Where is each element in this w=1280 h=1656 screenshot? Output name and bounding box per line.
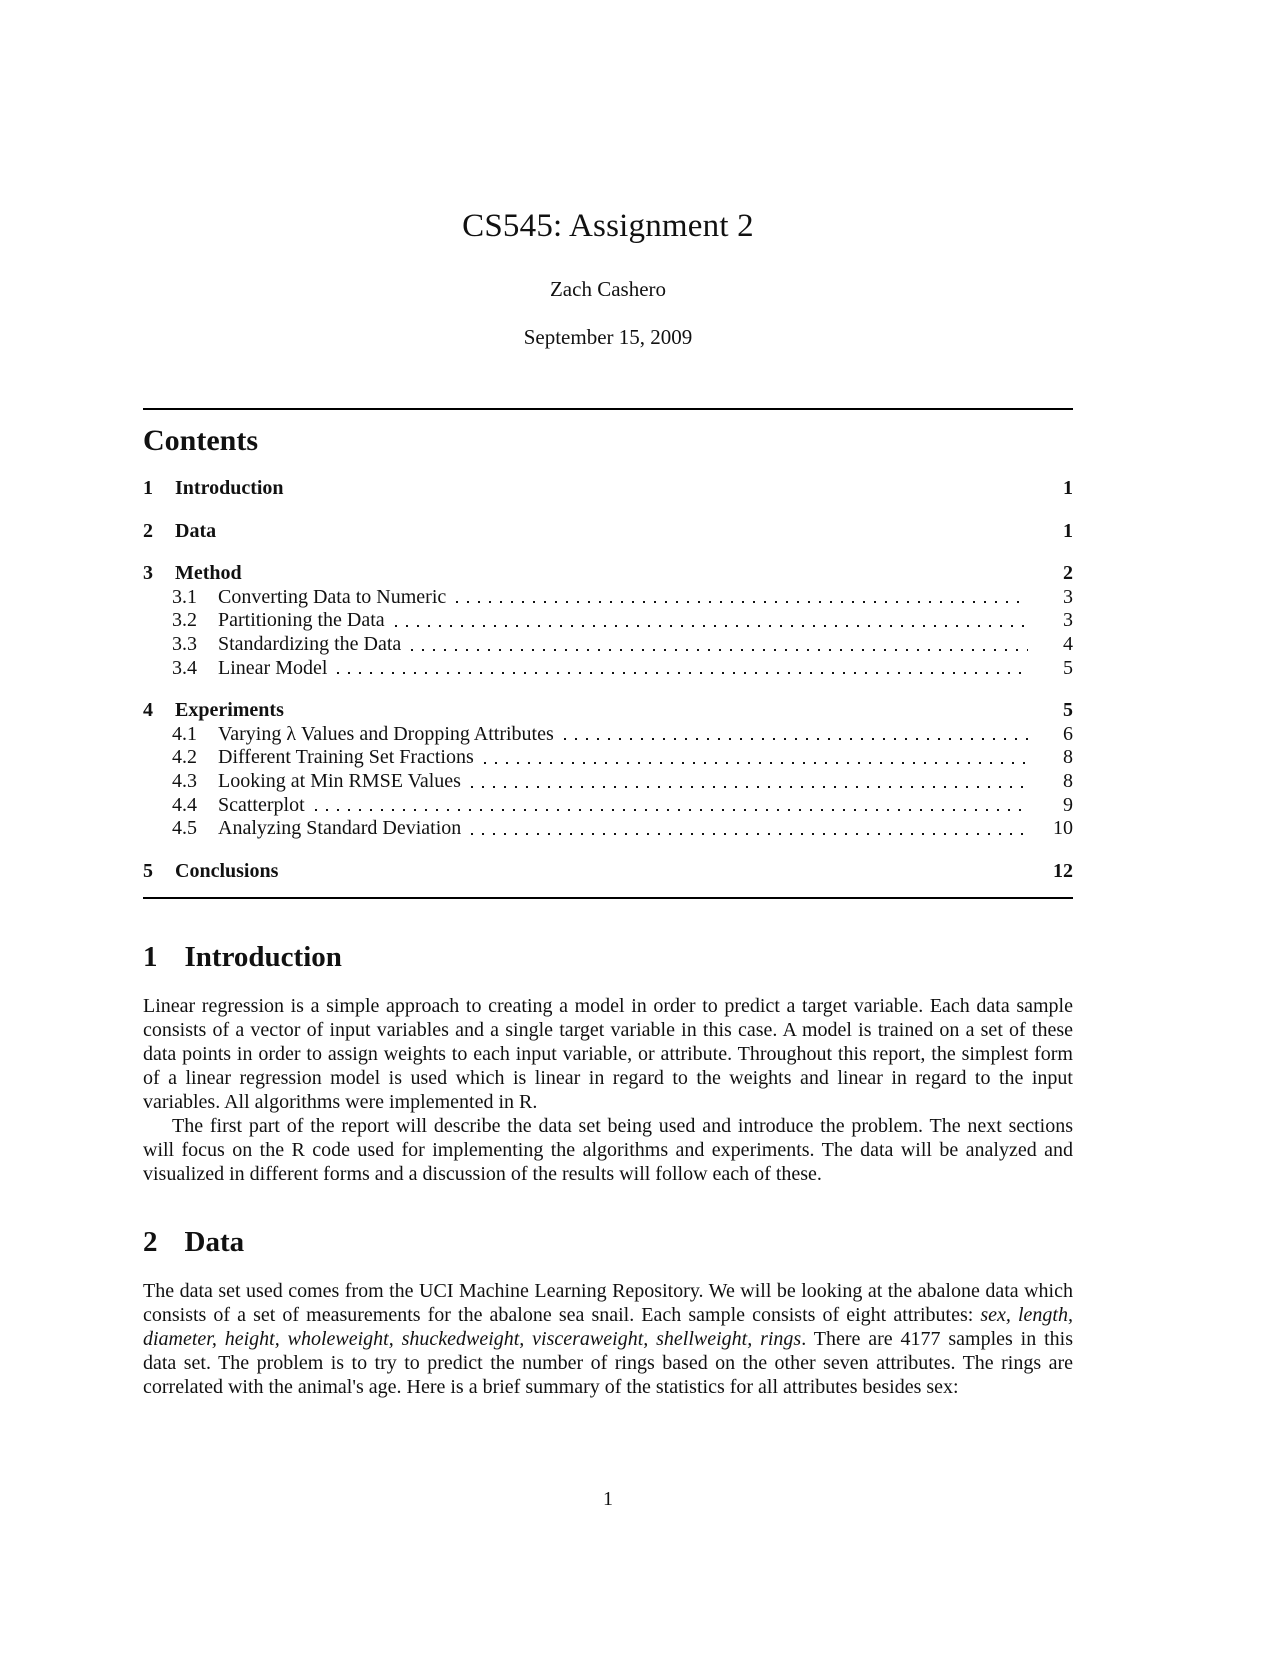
toc-number: 4.3 <box>172 769 197 792</box>
section-number: 1 <box>143 941 158 974</box>
toc-dot-leader <box>471 833 1028 835</box>
toc-title: Data <box>175 519 217 542</box>
paper-title: CS545: Assignment 2 <box>462 208 754 244</box>
toc-page-number: 5 <box>1063 656 1073 679</box>
toc-page-number: 3 <box>1063 609 1073 632</box>
section-introduction <box>143 941 1073 1186</box>
toc-dot-leader <box>456 601 1028 603</box>
toc-number: 3.4 <box>172 656 197 679</box>
toc-dot-leader <box>564 738 1028 740</box>
paper-date: September 15, 2009 <box>523 325 693 349</box>
toc-list <box>143 477 1073 883</box>
attribute-names-italic: sex, length, diameter, height, wholeweight, shuckedweight, visceraweight, shellweight, rings <box>143 1304 1073 1351</box>
introduction-paragraph-2: The first part of the report will describe the data set being used and introduce the problem. The next sections will focus on the R code used for implementing the algorithms and experiments. The data will be analyzed and visualized in different forms and a discussion of the results will follow each of these. <box>143 1115 1073 1186</box>
toc-number: 3.1 <box>172 585 197 608</box>
toc-dot-leader <box>337 672 1028 674</box>
section-data <box>143 1226 1073 1399</box>
toc-row-partitioning-data[interactable] <box>143 609 1073 633</box>
toc-number: 4.4 <box>172 793 197 816</box>
toc-row-data[interactable] <box>143 520 1073 544</box>
toc-title: Converting Data to Numeric <box>218 585 447 608</box>
toc-heading: Contents <box>143 424 259 457</box>
toc-number: 3.2 <box>172 609 197 632</box>
toc-number: 4 <box>143 699 153 722</box>
toc-title: Conclusions <box>175 859 279 882</box>
toc-title: Varying λ Values and Dropping Attributes <box>218 722 554 745</box>
section-title: Data <box>184 1226 245 1259</box>
toc-title: Introduction <box>175 477 284 499</box>
toc-page-number: 1 <box>1063 477 1073 499</box>
data-paragraph-text: The data set used comes from the UCI Machine Learning Repository. We will be looking at the abalone data which consists of a set of measurements for the abalone sea snail. Each sample consists of eight attributes: <box>143 1280 1073 1327</box>
toc-row-standardizing-data[interactable] <box>143 633 1073 657</box>
toc-number: 2 <box>143 519 153 542</box>
toc-page-number: 8 <box>1063 769 1073 792</box>
section-number: 2 <box>143 1226 158 1259</box>
toc-dot-leader <box>395 625 1028 627</box>
introduction-paragraph-1: Linear regression is a simple approach to creating a model in order to predict a target variable. Each data sample consists of a vector of input variables and a single target variable in this case. A model is trained on a set of these data points in order to assign weights to each input variable, or attribute. Throughout this report, the simplest form of a linear regression model is used which is linear in regard to the weights and linear in regard to the input variables. All algorithms were implemented in R. <box>143 995 1073 1114</box>
toc-row-scatterplot[interactable] <box>143 794 1073 818</box>
toc-number: 4.1 <box>172 722 197 745</box>
toc-bottom-rule <box>143 897 1073 899</box>
toc-dot-leader <box>411 649 1028 651</box>
toc-row-method[interactable] <box>143 562 1073 586</box>
toc-title: Experiments <box>175 699 284 722</box>
paper-author: Zach Cashero <box>549 277 667 301</box>
toc-row-training-fractions[interactable] <box>143 746 1073 770</box>
section-title: Introduction <box>184 941 342 974</box>
toc-page-number: 3 <box>1063 585 1073 608</box>
toc-page-number: 2 <box>1063 562 1073 585</box>
toc-row-min-rmse[interactable] <box>143 770 1073 794</box>
toc-page-number: 1 <box>1063 519 1073 542</box>
toc-number: 5 <box>143 859 153 882</box>
toc-page-number: 5 <box>1063 699 1073 722</box>
toc-page-number: 9 <box>1063 793 1073 816</box>
toc-page-number: 8 <box>1063 746 1073 769</box>
toc-title: Partitioning the Data <box>218 609 385 632</box>
toc-row-standard-deviation[interactable] <box>143 817 1073 841</box>
toc-title: Scatterplot <box>218 793 305 816</box>
toc-title: Analyzing Standard Deviation <box>218 817 462 840</box>
toc-row-varying-lambda[interactable] <box>143 723 1073 747</box>
toc-title: Linear Model <box>218 656 328 679</box>
toc-title: Different Training Set Fractions <box>218 746 474 769</box>
page-number: 1 <box>603 1488 613 1510</box>
toc-dot-leader <box>471 786 1028 788</box>
toc-row-experiments[interactable] <box>143 699 1073 723</box>
toc-number: 3.3 <box>172 632 197 655</box>
toc-dot-leader <box>315 809 1028 811</box>
toc-row-linear-model[interactable] <box>143 657 1073 681</box>
toc-title: Looking at Min RMSE Values <box>218 769 461 792</box>
section-data-heading <box>143 1226 1073 1259</box>
toc-page-number: 6 <box>1063 722 1073 745</box>
toc-row-converting-data[interactable] <box>143 586 1073 610</box>
toc-page-number: 4 <box>1063 632 1073 655</box>
page-footer <box>143 1488 1073 1511</box>
toc-title: Method <box>175 562 242 585</box>
table-of-contents <box>143 424 1073 883</box>
toc-row-introduction[interactable] <box>143 477 1073 501</box>
section-introduction-heading <box>143 941 1073 974</box>
toc-top-rule <box>143 408 1073 410</box>
toc-page-number: 12 <box>1053 859 1073 882</box>
toc-dot-leader <box>484 762 1028 764</box>
toc-title: Standardizing the Data <box>218 632 402 655</box>
toc-page-number: 10 <box>1053 817 1073 840</box>
toc-number: 3 <box>143 562 153 585</box>
toc-number: 4.2 <box>172 746 197 769</box>
toc-number: 4.5 <box>172 817 197 840</box>
data-paragraph-text: . There are 4177 samples in this data set. The problem is to try to predict the number of rings based on the other seven attributes. The rings are correlated with the animal's age. Here is a brief summary of the statistics for all attributes besides sex: <box>143 1328 1074 1399</box>
data-paragraph <box>143 1279 1073 1399</box>
toc-row-conclusions[interactable] <box>143 860 1073 884</box>
title-block <box>143 208 1073 350</box>
toc-number: 1 <box>143 477 153 499</box>
